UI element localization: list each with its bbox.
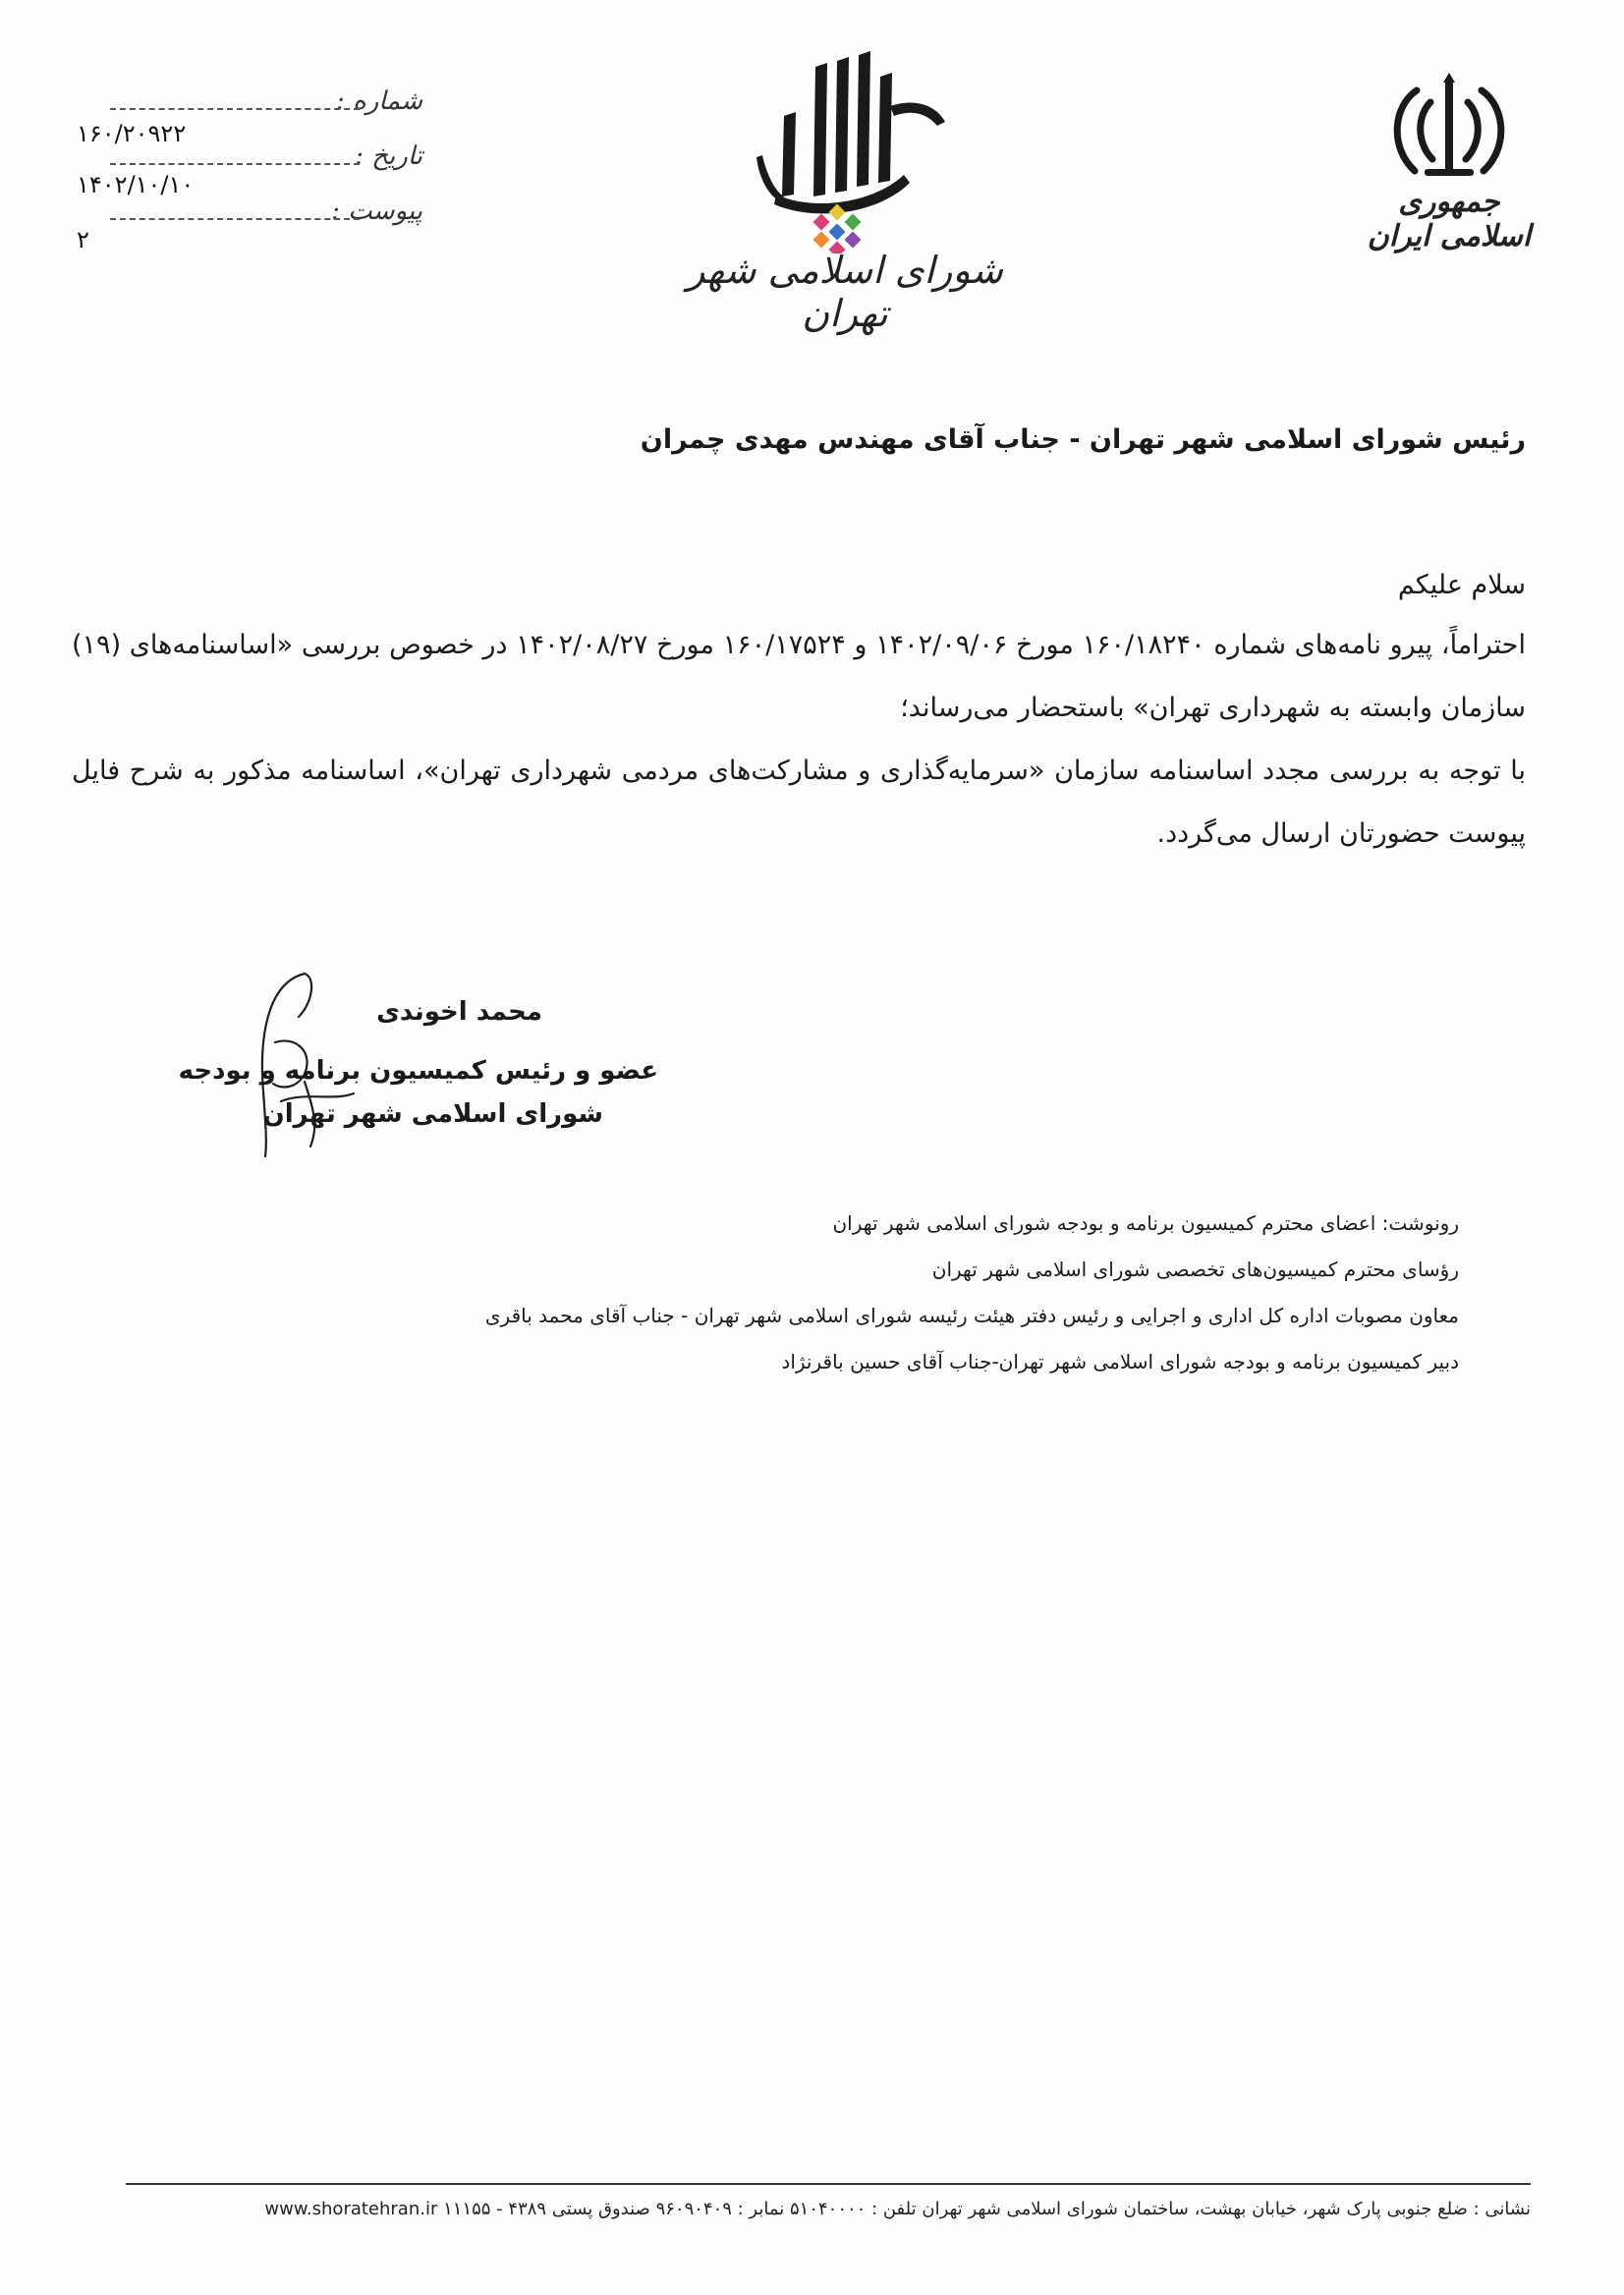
council-name: شورای اسلامی شهر تهران	[687, 249, 1003, 335]
letter-number: ۱۶۰/۲۰۹۲۲	[77, 120, 187, 147]
copy-recipient: دبیر کمیسیون برنامه و بودجه شورای اسلامی شهر تهران-جناب آقای حسین باقرنژاد	[781, 1350, 1459, 1373]
body-paragraph-2	[72, 740, 1526, 866]
body-paragraph-1	[72, 614, 1526, 740]
footer-website: www.shoratehran.ir	[264, 2199, 438, 2219]
copy-recipient: معاون مصوبات اداره کل اداری و اجرایی و رئیس دفتر هیئت رئیسه شورای اسلامی شهر تهران - جناب آقای محمد باقری	[484, 1304, 1459, 1327]
dotted-line	[110, 218, 360, 220]
letter-attachment-label: پیوست :	[331, 196, 422, 226]
country-name: جمهوری اسلامی ایران	[1367, 185, 1532, 253]
letter-attachment-row	[69, 196, 422, 252]
addressee: رئیس شورای اسلامی شهر تهران - جناب آقای مهندس مهدی چمران	[640, 424, 1526, 455]
signer-title: عضو و رئیس کمیسیون برنامه و بودجه	[178, 1056, 658, 1086]
council-logo	[668, 47, 1022, 335]
greeting: سلام علیکم	[1397, 570, 1526, 600]
signer-name: محمد اخوندی	[376, 997, 542, 1027]
copies-list	[359, 1201, 1459, 1385]
emblem-icon	[1356, 69, 1542, 187]
letter-date-row	[69, 141, 422, 196]
dotted-line	[110, 163, 360, 165]
footer-divider	[126, 2183, 1531, 2185]
body-paragraph-2-text: با توجه به بررسی مجدد اساسنامه سازمان «سرمایه‌گذاری و مشارکت‌های مردمی شهرداری تهران»، اساسنامه مذکور به شرح فایل پیوست حضورتان ارسال می‌گردد.	[72, 756, 1526, 849]
letter-number-row	[69, 86, 422, 147]
letter-date: ۱۴۰۲/۱۰/۱۰	[77, 171, 195, 198]
dotted-line	[110, 108, 360, 110]
copy-recipient: رونوشت: اعضای محترم کمیسیون برنامه و بودجه شورای اسلامی شهر تهران	[832, 1211, 1459, 1235]
national-emblem	[1356, 69, 1542, 253]
signature-block	[178, 987, 658, 1145]
footer-address: نشانی : ضلع جنوبی پارک شهر، خیابان بهشت، ساختمان شورای اسلامی شهر تهران تلفن : ۵۱۰۴۰۰۰۰ نمابر : ۹۶۰۹۰۴۰۹ صندوق پستی ۴۳۸۹ - ۱۱۱۵۵	[443, 2199, 1531, 2219]
letter-date-label: تاریخ :	[355, 141, 422, 171]
copy-recipient: رؤسای محترم کمیسیون‌های تخصصی شورای اسلامی شهر تهران	[931, 1258, 1459, 1281]
letter-meta	[69, 86, 422, 252]
body-paragraph-1-text: احتراماً، پیرو نامه‌های شماره ۱۶۰/۱۸۲۴۰ مورخ ۱۴۰۲/۰۹/۰۶ و ۱۶۰/۱۷۵۲۴ مورخ ۱۴۰۲/۰۸/۲۷ در خصوص بررسی «اساسنامه‌های (۱۹) سازمان وابسته به شهرداری تهران» باستحضار می‌رساند؛	[72, 630, 1526, 723]
council-logo-icon	[668, 47, 1022, 253]
footer	[126, 2199, 1531, 2219]
letter-number-label: شماره :	[336, 86, 422, 116]
signer-organization: شورای اسلامی شهر تهران	[262, 1099, 603, 1129]
letter-attachment: ۲	[77, 226, 89, 253]
